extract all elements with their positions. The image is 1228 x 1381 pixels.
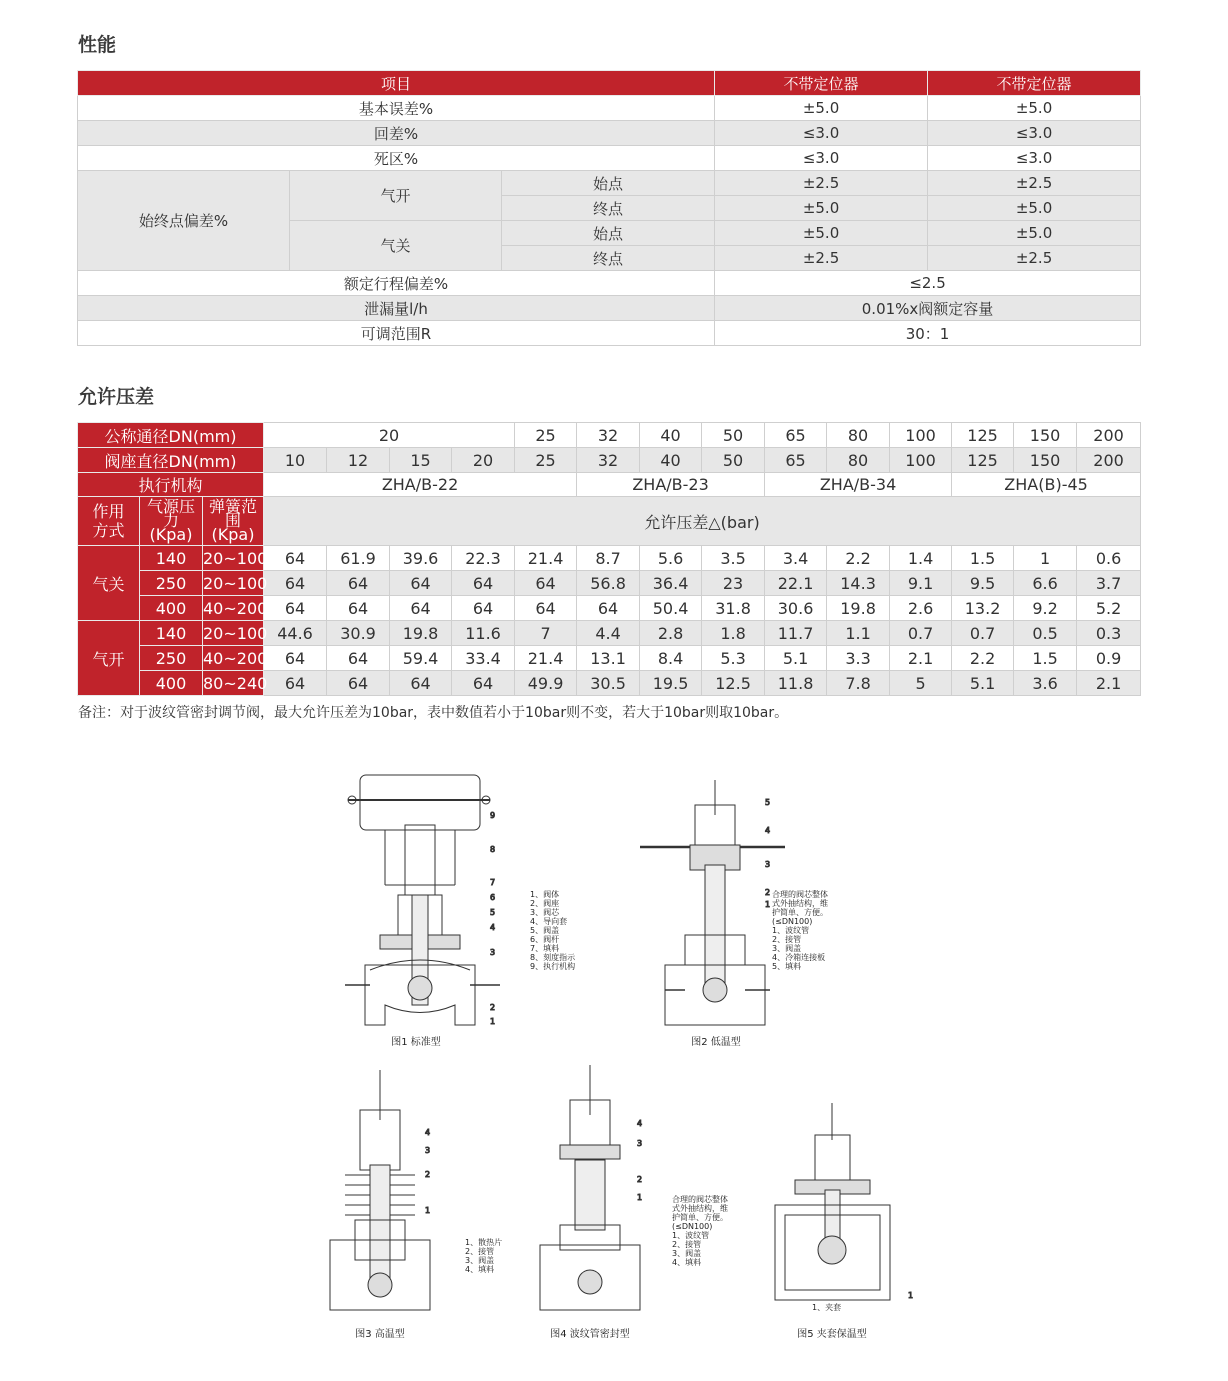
value-cell: 22.1 [765, 571, 827, 596]
row-value: ±5.0 [928, 221, 1141, 246]
value-cell: 64 [390, 596, 452, 621]
value-cell: 44.6 [264, 621, 327, 646]
air-cell: 140 [140, 546, 203, 571]
air-cell: 400 [140, 596, 203, 621]
actuator-cell: ZHA/B-34 [765, 473, 952, 497]
seat-label: 阀座直径DN(mm) [78, 448, 264, 473]
value-cell: 64 [390, 571, 452, 596]
value-cell: 1.8 [702, 621, 765, 646]
seat-cell: 25 [515, 448, 577, 473]
figure-jacketed-valve [770, 1100, 920, 1310]
table-row [78, 646, 1141, 671]
value-cell: 4.4 [577, 621, 640, 646]
air-open-label: 气开 [290, 171, 502, 221]
table-row [78, 96, 1141, 121]
dn-cell: 200 [1077, 423, 1141, 448]
value-cell: 64 [452, 571, 515, 596]
seat-cell: 15 [390, 448, 452, 473]
table-row [78, 571, 1141, 596]
row-value: ±5.0 [715, 221, 928, 246]
value-cell: 1 [1014, 546, 1077, 571]
value-cell: 22.3 [452, 546, 515, 571]
row-value: ±5.0 [715, 196, 928, 221]
svg-text:1: 1 [908, 1291, 914, 1300]
value-cell: 64 [452, 596, 515, 621]
value-cell: 2.1 [1077, 671, 1141, 696]
seat-cell: 150 [1014, 448, 1077, 473]
spring-cell: 40~200 [203, 646, 264, 671]
dn-row [78, 423, 1141, 448]
svg-text:3: 3 [765, 860, 771, 869]
pressure-title: 允许压差 [78, 386, 155, 408]
row-value: ±2.5 [715, 171, 928, 196]
seat-cell: 10 [264, 448, 327, 473]
figure3-caption: 图3 高温型 [355, 1329, 405, 1340]
value-cell: 3.4 [765, 546, 827, 571]
value-cell: 13.1 [577, 646, 640, 671]
svg-text:7: 7 [490, 878, 496, 887]
spring-cell: 40~200 [203, 596, 264, 621]
figure3-legend: 1、散热片 2、接管 3、阀盖 4、填料 [465, 1238, 503, 1274]
table-row [78, 296, 1141, 321]
svg-text:3: 3 [490, 948, 496, 957]
pressure-note: 备注：对于波纹管密封调节阀，最大允许压差为10bar，表中数值若小于10bar则不变，若大于10bar则取10bar。 [78, 705, 789, 721]
performance-header-row [78, 71, 1141, 96]
value-cell: 64 [264, 546, 327, 571]
value-cell: 19.8 [827, 596, 890, 621]
actuator-label: 执行机构 [78, 473, 264, 497]
seat-cell: 20 [452, 448, 515, 473]
seat-cell: 32 [577, 448, 640, 473]
value-cell: 9.1 [890, 571, 952, 596]
figure4-legend: 合理的阀芯整体 式外抽结构，维 护简单、方便。 (≤DN100) 1、波纹管 2、接管 3、阀盖 4、填料 [672, 1195, 728, 1267]
value-cell: 33.4 [452, 646, 515, 671]
value-cell: 2.1 [890, 646, 952, 671]
row-value: ±5.0 [928, 96, 1141, 121]
mode-cell: 气关 [78, 546, 140, 621]
start-label: 始点 [502, 171, 715, 196]
air-pressure-label: 气源压力(Kpa) [140, 497, 203, 546]
figure2-legend: 合理的阀芯整体 式外抽结构，维 护简单、方便。 (≤DN100) 1、波纹管 2、接管 3、阀盖 4、冷箱连接板 5、填料 [772, 890, 828, 971]
row-value: ≤3.0 [715, 121, 928, 146]
row-value: ≤2.5 [715, 271, 1141, 296]
value-cell: 11.8 [765, 671, 827, 696]
mode-label: 作用方式 [78, 497, 140, 546]
value-cell: 64 [327, 571, 390, 596]
dn-cell: 40 [640, 423, 702, 448]
svg-text:1: 1 [490, 1017, 496, 1026]
figure-standard-valve [340, 770, 510, 1040]
value-cell: 0.7 [952, 621, 1014, 646]
end-label: 终点 [502, 246, 715, 271]
value-cell: 11.7 [765, 621, 827, 646]
value-cell: 64 [327, 646, 390, 671]
value-cell: 30.5 [577, 671, 640, 696]
row-label: 基本误差% [78, 96, 715, 121]
value-cell: 7 [515, 621, 577, 646]
air-cell: 250 [140, 646, 203, 671]
dn-cell: 25 [515, 423, 577, 448]
value-cell: 1.1 [827, 621, 890, 646]
figure1-legend: 1、阀体 2、阀座 3、阀芯 4、导向套 5、阀盖 6、阀杆 7、填料 8、刻度指示 9、执行机构 [530, 890, 576, 971]
performance-title: 性能 [78, 34, 117, 56]
air-cell: 250 [140, 571, 203, 596]
value-cell: 64 [515, 571, 577, 596]
value-cell: 64 [264, 596, 327, 621]
spring-cell: 80~240 [203, 671, 264, 696]
table-row [78, 271, 1141, 296]
value-cell: 9.2 [1014, 596, 1077, 621]
value-cell: 12.5 [702, 671, 765, 696]
figure-bellows-valve [535, 1060, 655, 1320]
value-cell: 2.8 [640, 621, 702, 646]
value-cell: 13.2 [952, 596, 1014, 621]
value-cell: 39.6 [390, 546, 452, 571]
row-value: ±2.5 [715, 246, 928, 271]
value-cell: 0.6 [1077, 546, 1141, 571]
value-cell: 59.4 [390, 646, 452, 671]
value-cell: 64 [577, 596, 640, 621]
seat-cell: 80 [827, 448, 890, 473]
value-cell: 64 [327, 596, 390, 621]
svg-text:2: 2 [425, 1170, 431, 1179]
table-row [78, 546, 1141, 571]
svg-text:3: 3 [425, 1146, 431, 1155]
value-cell: 64 [264, 571, 327, 596]
value-cell: 2.2 [827, 546, 890, 571]
value-cell: 21.4 [515, 646, 577, 671]
value-cell: 14.3 [827, 571, 890, 596]
svg-text:5: 5 [765, 798, 771, 807]
value-cell: 1.4 [890, 546, 952, 571]
svg-text:1: 1 [425, 1206, 431, 1215]
value-cell: 23 [702, 571, 765, 596]
value-cell: 64 [264, 646, 327, 671]
value-cell: 64 [390, 671, 452, 696]
air-close-label: 气关 [290, 221, 502, 271]
spring-range-label: 弹簧范围(Kpa) [203, 497, 264, 546]
value-cell: 30.9 [327, 621, 390, 646]
spring-cell: 20~100 [203, 571, 264, 596]
value-cell: 61.9 [327, 546, 390, 571]
deviation-label: 始终点偏差% [78, 171, 290, 271]
dn-cell: 80 [827, 423, 890, 448]
row-label: 泄漏量l/h [78, 296, 715, 321]
svg-text:4: 4 [490, 923, 496, 932]
row-label: 回差% [78, 121, 715, 146]
seat-cell: 200 [1077, 448, 1141, 473]
value-cell: 30.6 [765, 596, 827, 621]
row-value: ≤3.0 [928, 121, 1141, 146]
value-cell: 21.4 [515, 546, 577, 571]
seat-cell: 12 [327, 448, 390, 473]
svg-text:2: 2 [765, 888, 771, 897]
value-cell: 31.8 [702, 596, 765, 621]
actuator-cell: ZHA(B)-45 [952, 473, 1141, 497]
row-label: 可调范围R [78, 321, 715, 346]
dn-label: 公称通径DN(mm) [78, 423, 264, 448]
air-cell: 400 [140, 671, 203, 696]
table-row [78, 596, 1141, 621]
value-cell: 0.7 [890, 621, 952, 646]
value-cell: 3.6 [1014, 671, 1077, 696]
row-value: ±5.0 [928, 196, 1141, 221]
value-cell: 0.5 [1014, 621, 1077, 646]
figure5-legend: 1、夹套 [812, 1303, 842, 1312]
row-value: 0.01%x阀额定容量 [715, 296, 1141, 321]
value-cell: 5.3 [702, 646, 765, 671]
row-value: 30：1 [715, 321, 1141, 346]
value-cell: 1.5 [952, 546, 1014, 571]
dn-cell: 125 [952, 423, 1014, 448]
svg-text:4: 4 [765, 826, 771, 835]
header-col1: 不带定位器 [715, 71, 928, 96]
table-row [78, 121, 1141, 146]
figure1-caption: 图1 标准型 [391, 1037, 441, 1048]
svg-text:5: 5 [490, 908, 496, 917]
seat-cell: 125 [952, 448, 1014, 473]
value-cell: 64 [264, 671, 327, 696]
figure-low-temp-valve [635, 775, 785, 1030]
value-cell: 64 [327, 671, 390, 696]
performance-table [77, 70, 1141, 346]
value-cell: 49.9 [515, 671, 577, 696]
value-cell: 7.8 [827, 671, 890, 696]
svg-text:2: 2 [490, 1003, 496, 1012]
row-value: ≤3.0 [928, 146, 1141, 171]
value-cell: 19.5 [640, 671, 702, 696]
row-value: ±2.5 [928, 246, 1141, 271]
value-cell: 5.1 [952, 671, 1014, 696]
actuator-row [78, 473, 1141, 497]
value-cell: 5.1 [765, 646, 827, 671]
table-row [78, 171, 1141, 196]
value-cell: 2.2 [952, 646, 1014, 671]
value-cell: 0.3 [1077, 621, 1141, 646]
dn-cell: 150 [1014, 423, 1077, 448]
value-cell: 19.8 [390, 621, 452, 646]
value-cell: 6.6 [1014, 571, 1077, 596]
svg-text:3: 3 [637, 1139, 643, 1148]
value-cell: 9.5 [952, 571, 1014, 596]
spring-cell: 20~100 [203, 621, 264, 646]
table-row [78, 671, 1141, 696]
svg-text:1: 1 [637, 1193, 643, 1202]
row-value: ±5.0 [715, 96, 928, 121]
seat-row [78, 448, 1141, 473]
dn-cell: 32 [577, 423, 640, 448]
figure5-caption: 图5 夹套保温型 [797, 1329, 867, 1340]
table-row [78, 621, 1141, 646]
header-col2: 不带定位器 [928, 71, 1141, 96]
value-cell: 5 [890, 671, 952, 696]
dn-cell: 20 [264, 423, 515, 448]
figure4-caption: 图4 波纹管密封型 [550, 1329, 630, 1340]
row-label: 死区% [78, 146, 715, 171]
end-label: 终点 [502, 196, 715, 221]
actuator-cell: ZHA/B-22 [264, 473, 577, 497]
pressure-table [77, 422, 1141, 696]
value-cell: 2.6 [890, 596, 952, 621]
value-cell: 3.7 [1077, 571, 1141, 596]
seat-cell: 65 [765, 448, 827, 473]
value-cell: 36.4 [640, 571, 702, 596]
svg-text:1: 1 [765, 900, 771, 909]
value-cell: 0.9 [1077, 646, 1141, 671]
subheader-row [78, 497, 1141, 546]
row-value: ±2.5 [928, 171, 1141, 196]
row-value: ≤3.0 [715, 146, 928, 171]
start-label: 始点 [502, 221, 715, 246]
value-cell: 1.5 [1014, 646, 1077, 671]
dn-cell: 50 [702, 423, 765, 448]
seat-cell: 100 [890, 448, 952, 473]
figure2-caption: 图2 低温型 [691, 1037, 741, 1048]
mode-cell: 气开 [78, 621, 140, 696]
table-row [78, 321, 1141, 346]
svg-text:2: 2 [637, 1175, 643, 1184]
dn-cell: 65 [765, 423, 827, 448]
value-cell: 5.2 [1077, 596, 1141, 621]
seat-cell: 40 [640, 448, 702, 473]
value-cell: 64 [452, 671, 515, 696]
actuator-cell: ZHA/B-23 [577, 473, 765, 497]
header-item: 项目 [78, 71, 715, 96]
value-cell: 8.4 [640, 646, 702, 671]
svg-text:8: 8 [490, 845, 496, 854]
figure-high-temp-valve [325, 1065, 445, 1320]
allowed-diff-label: 允许压差△(bar) [264, 497, 1141, 546]
svg-text:6: 6 [490, 893, 496, 902]
air-cell: 140 [140, 621, 203, 646]
row-label: 额定行程偏差% [78, 271, 715, 296]
svg-text:9: 9 [490, 811, 496, 820]
spring-cell: 20~100 [203, 546, 264, 571]
seat-cell: 50 [702, 448, 765, 473]
value-cell: 3.5 [702, 546, 765, 571]
value-cell: 56.8 [577, 571, 640, 596]
value-cell: 3.3 [827, 646, 890, 671]
value-cell: 5.6 [640, 546, 702, 571]
svg-text:4: 4 [637, 1119, 643, 1128]
value-cell: 64 [515, 596, 577, 621]
svg-text:4: 4 [425, 1128, 431, 1137]
dn-cell: 100 [890, 423, 952, 448]
table-row [78, 146, 1141, 171]
value-cell: 50.4 [640, 596, 702, 621]
value-cell: 11.6 [452, 621, 515, 646]
value-cell: 8.7 [577, 546, 640, 571]
